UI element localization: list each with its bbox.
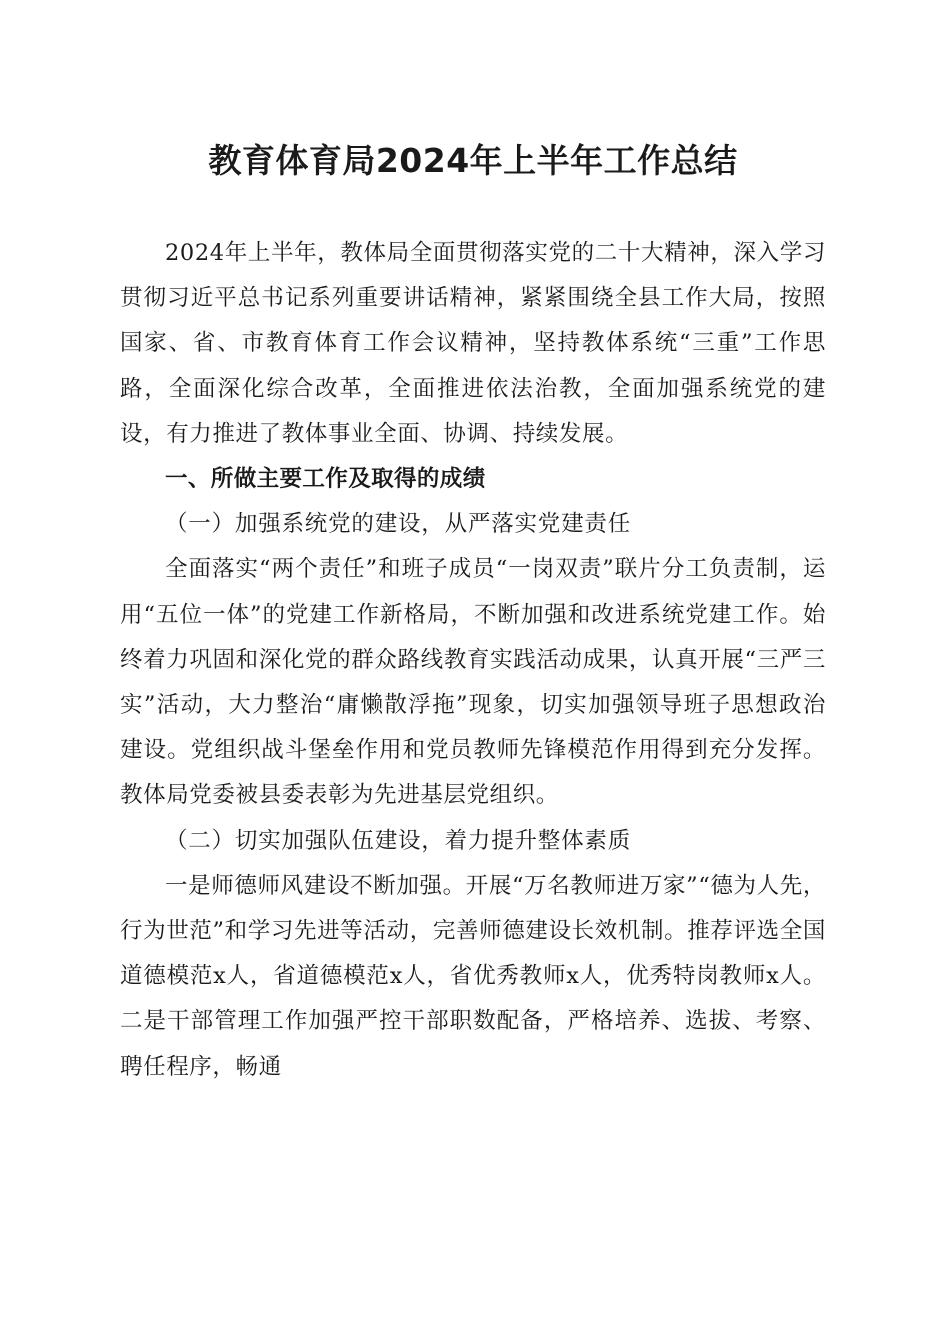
party-building-paragraph: 全面落实“两个责任”和班子成员“一岗双责”联片分工负责制，运用“五位一体”的党建工作新格局，不断加强和改进系统党建工作。始终着力巩固和深化党的群众路线教育实践活动成果，认真开展“三严三实”活动，大力整治“庸懒散浮拖”现象，切实加强领导班子思想政治建设。党组织战斗堡垒作用和党员教师先锋模范作用得到充分发挥。教体局党委被县委表彰为先进基层党组织。 — [120, 556, 826, 809]
document-title: 教育体育局2024年上半年工作总结 — [208, 141, 738, 180]
intro-paragraph: 2024年上半年，教体局全面贯彻落实党的二十大精神，深入学习贯彻习近平总书记系列重要讲话精神，紧紧围绕全县工作大局，按照国家、省、市教育体育工作会议精神，坚持教体系统“三重”工作思路，全面深化综合改革，全面推进依法治教，全面加强系统党的建设，有力推进了教体事业全面、协调、持续发展。 — [120, 240, 826, 447]
team-building-paragraph: 一是师德师风建设不断加强。开展“万名教师进万家”“德为人先，行为世范”和学习先进等活动，完善师德建设长效机制。推荐评选全国道德模范x人，省道德模范x人，省优秀教师x人，优秀特岗教师x人。二是干部管理工作加强严控干部职数配备，严格培养、选拔、考察、聘任程序，畅通 — [120, 872, 826, 1080]
subsection-heading-party-building: （一）加强系统党的建设，从严落实党建责任 — [165, 511, 632, 538]
subsection-heading-team-building: （二）切实加强队伍建设，着力提升整体素质 — [165, 827, 632, 854]
section-heading-achievements: 一、所做主要工作及取得的成绩 — [165, 466, 486, 493]
document-body — [120, 231, 826, 1090]
